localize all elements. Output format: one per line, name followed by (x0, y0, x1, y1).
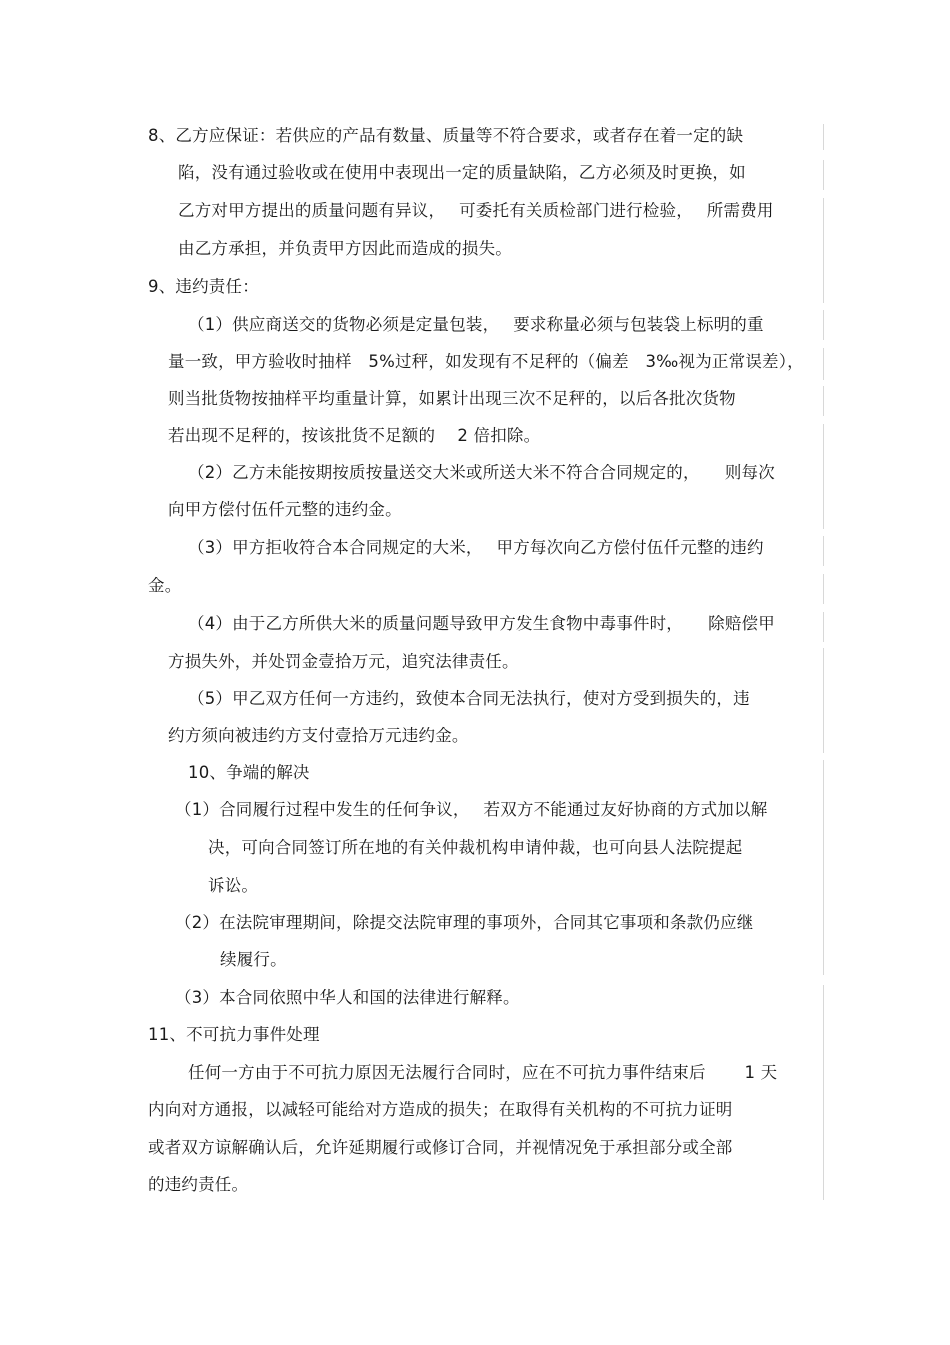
clause-11-line-3: 或者双方谅解确认后，允许延期履行或修订合同，并视情况免于承担部分或全部 (148, 1138, 733, 1157)
clause-11-line-1: 任何一方由于不可抗力原因无法履行合同时，应在不可抗力事件结束后 1 天 (188, 1063, 778, 1082)
clause-8-line-2: 陷，没有通过验收或在使用中表现出一定的质量缺陷，乙方必须及时更换，如 (178, 163, 746, 182)
border-fragment (823, 424, 824, 529)
border-fragment (823, 574, 824, 604)
border-fragment (823, 536, 824, 566)
clause-10-2-line-2: 续履行。 (220, 950, 287, 969)
border-fragment (823, 124, 824, 150)
border-fragment (823, 760, 824, 975)
clause-9-5-line-1: （5）甲乙双方任何一方违约，致使本合同无法执行，使对方受到损失的，违 (188, 689, 750, 708)
clause-11-heading: 11、不可抗力事件处理 (148, 1025, 320, 1044)
border-fragment (823, 198, 824, 303)
clause-9-4-line-1: （4）由于乙方所供大米的质量问题导致甲方发生食物中毒事件时， 除赔偿甲 (188, 614, 775, 633)
clause-8-line-3: 乙方对甲方提出的质量问题有异议， 可委托有关质检部门进行检验， 所需费用 (178, 201, 774, 220)
clause-9-1-line-1: （1）供应商送交的货物必须是定量包装， 要求称量必须与包装袋上标明的重 (188, 315, 764, 334)
border-fragment (823, 985, 824, 1200)
clause-8-line-4: 由乙方承担，并负责甲方因此而造成的损失。 (178, 239, 512, 258)
border-fragment (823, 612, 824, 642)
clause-10-1-line-3: 诉讼。 (208, 876, 259, 895)
clause-9-1-line-4: 若出现不足秤的，按该批货不足额的 2 倍扣除。 (168, 426, 541, 445)
clause-9-3-line-1: （3）甲方拒收符合本合同规定的大米， 甲方每次向乙方偿付伍仟元整的违约 (188, 538, 764, 557)
clause-9-4-line-2: 方损失外，并处罚金壹拾万元，追究法律责任。 (168, 652, 519, 671)
clause-9-1-line-3: 则当批货物按抽样平均重量计算，如累计出现三次不足秤的，以后各批次货物 (168, 389, 736, 408)
border-fragment (823, 348, 824, 380)
border-fragment (823, 648, 824, 753)
clause-9-heading: 9、违约责任： (148, 277, 259, 296)
border-fragment (823, 310, 824, 340)
clause-10-3-line-1: （3）本合同依照中华人和国的法律进行解释。 (175, 988, 520, 1007)
border-fragment (823, 160, 824, 190)
clause-10-1-line-1: （1）合同履行过程中发生的任何争议， 若双方不能通过友好协商的方式加以解 (175, 800, 768, 819)
clause-10-2-line-1: （2）在法院审理期间，除提交法院审理的事项外，合同其它事项和条款仍应继 (175, 913, 754, 932)
border-fragment (823, 386, 824, 416)
clause-9-5-line-2: 约方须向被违约方支付壹拾万元违约金。 (168, 726, 469, 745)
clause-10-1-line-2: 决，可向合同签订所在地的有关仲裁机构申请仲裁，也可向县人法院提起 (208, 838, 743, 857)
clause-8-line-1: 8、乙方应保证：若供应的产品有数量、质量等不符合要求，或者存在着一定的缺 (148, 126, 744, 145)
clause-9-2-line-1: （2）乙方未能按期按质按量送交大米或所送大米不符合合同规定的， 则每次 (188, 463, 775, 482)
clause-9-2-line-2: 向甲方偿付伍仟元整的违约金。 (168, 500, 402, 519)
clause-10-heading: 10、争端的解决 (188, 763, 310, 782)
clause-9-1-line-2: 量一致，甲方验收时抽样 5%过秤，如发现有不足秤的（偏差 3‰视为正常误差）， (168, 352, 804, 371)
clause-11-line-4: 的违约责任。 (148, 1175, 249, 1194)
clause-9-3-line-2: 金。 (148, 576, 182, 595)
clause-11-line-2: 内向对方通报，以减轻可能给对方造成的损失；在取得有关机构的不可抗力证明 (148, 1100, 733, 1119)
